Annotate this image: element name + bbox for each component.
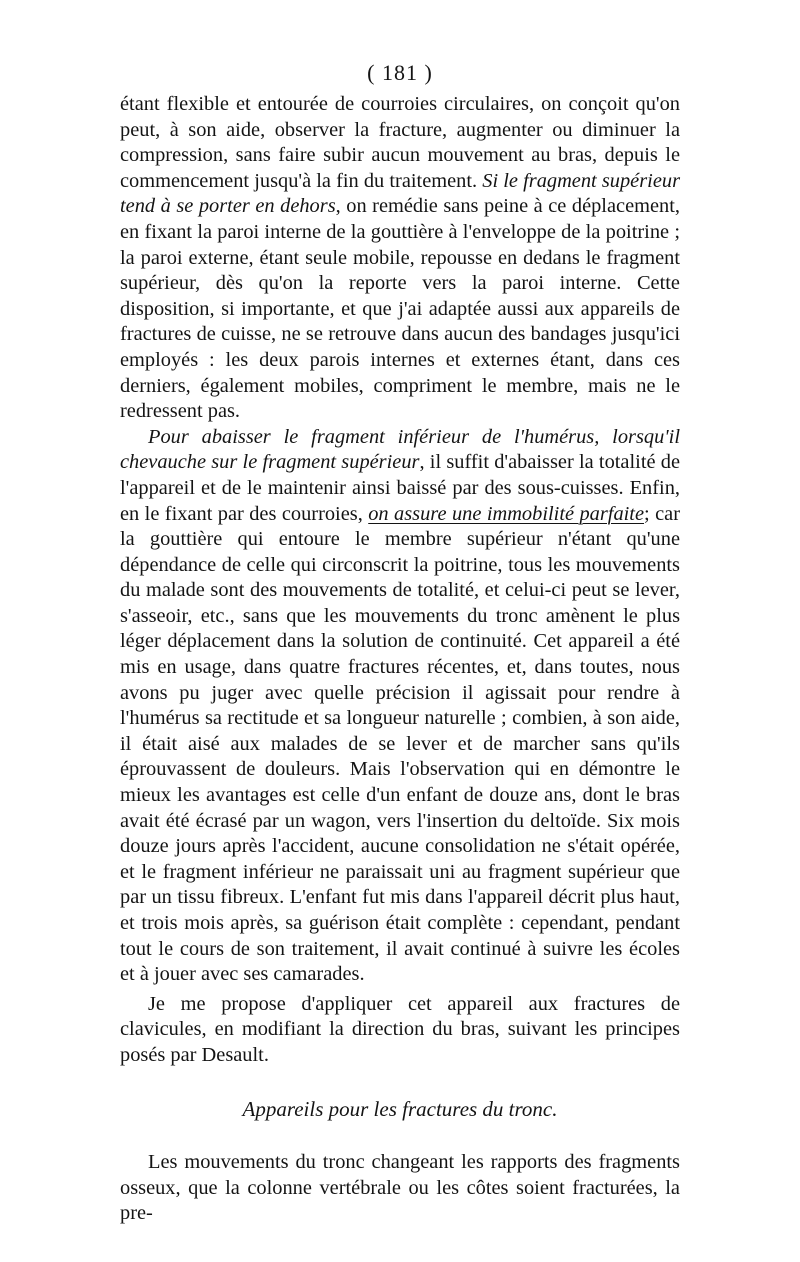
paragraph-1-part-a: étant flexible et entourée de courroies circulaires, on conçoit qu'on peut, à son aide, observer la fracture, augmenter ou diminuer la compression, sans faire subir aucun mouvement au bras, depuis le commencement jusqu'à la fin du traitement. (120, 93, 680, 192)
paragraph-2 (120, 425, 680, 988)
paragraph-2-underlined-italic: on assure une immobilité parfaite (368, 502, 645, 525)
paragraph-3: Je me propose d'appliquer cet appareil aux fractures de clavicules, en modifiant la direction du bras, suivant les principes posés par Desault. (120, 992, 680, 1066)
paragraph-2-italic-lead: Pour abaisser le fragment inférieur de l'humérus, lorsqu'il chevauche sur le fragment supérieur (120, 425, 680, 474)
page-number: ( 181 ) (367, 60, 433, 85)
body-text (120, 92, 680, 1227)
paragraph-4: Les mouvements du tronc changeant les rapports des fragments osseux, que la colonne vertébrale ou les côtes soient fracturées, la pre- (120, 1151, 680, 1225)
paragraph-1 (120, 92, 680, 425)
section-heading: Appareils pour les fractures du tronc. (242, 1096, 558, 1121)
paragraph-1-part-c: , on remédie sans peine à ce déplacement, en fixant la paroi interne de la gouttière à l'enveloppe de la poitrine ; la paroi externe, étant seule mobile, repousse en dedans le fragment supérieur, dès qu'on la reporte vers la paroi interne. Cette disposition, si importante, et que j'ai adaptée aussi aux appareils de fractures de cuisse, ne se retrouve dans aucun des bandages jusqu'ici employés : les deux parois internes et externes étant, dans ces derniers, également mobiles, compriment le membre, mais ne le redressent pas. (120, 195, 680, 423)
paragraph-2-part-d: ; car la gouttière qui entoure le membre supérieur n'étant qu'une dépendance de celle qui circonscrit la poitrine, tous les mouvements du malade sont des mouvements de totalité, et celui-ci peut se lever, s'asseoir, etc., sans que les mouvements du tronc amènent le plus léger déplacement dans la solution de continuité. Cet appareil a été mis en usage, dans quatre fractures récentes, et, dans toutes, nous avons pu juger avec quelle précision il agissait pour rendre à l'humérus sa rectitude et sa longueur naturelle ; combien, à son aide, il était aisé aux malades de se lever et de marcher sans qu'ils éprouvassent de douleurs. Mais l'observation qui en démontre le mieux les avantages est celle d'un enfant de douze ans, dont le bras avait été écrasé par un wagon, vers l'insertion du deltoïde. Six mois douze jours après l'accident, aucune consolidation ne s'était opérée, et le fragment inférieur ne paraissait uni au fragment supérieur que par un tissu fibreux. L'enfant fut mis dans l'appareil décrit plus haut, et trois mois après, sa guérison était complète : cependant, pendant tout le cours de son traitement, il avait continué à suivre les écoles et à jouer avec ses camarades. (120, 502, 681, 986)
paragraph-1-italic: Si le fragment supérieur tend à se porter en dehors (120, 169, 681, 218)
paragraph-2-part-b: , il suffit d'abaisser la totalité de l'appareil et de le maintenir ainsi baissé par des sous-cuisses. Enfin, en le fixant par des courroies, (120, 451, 680, 525)
